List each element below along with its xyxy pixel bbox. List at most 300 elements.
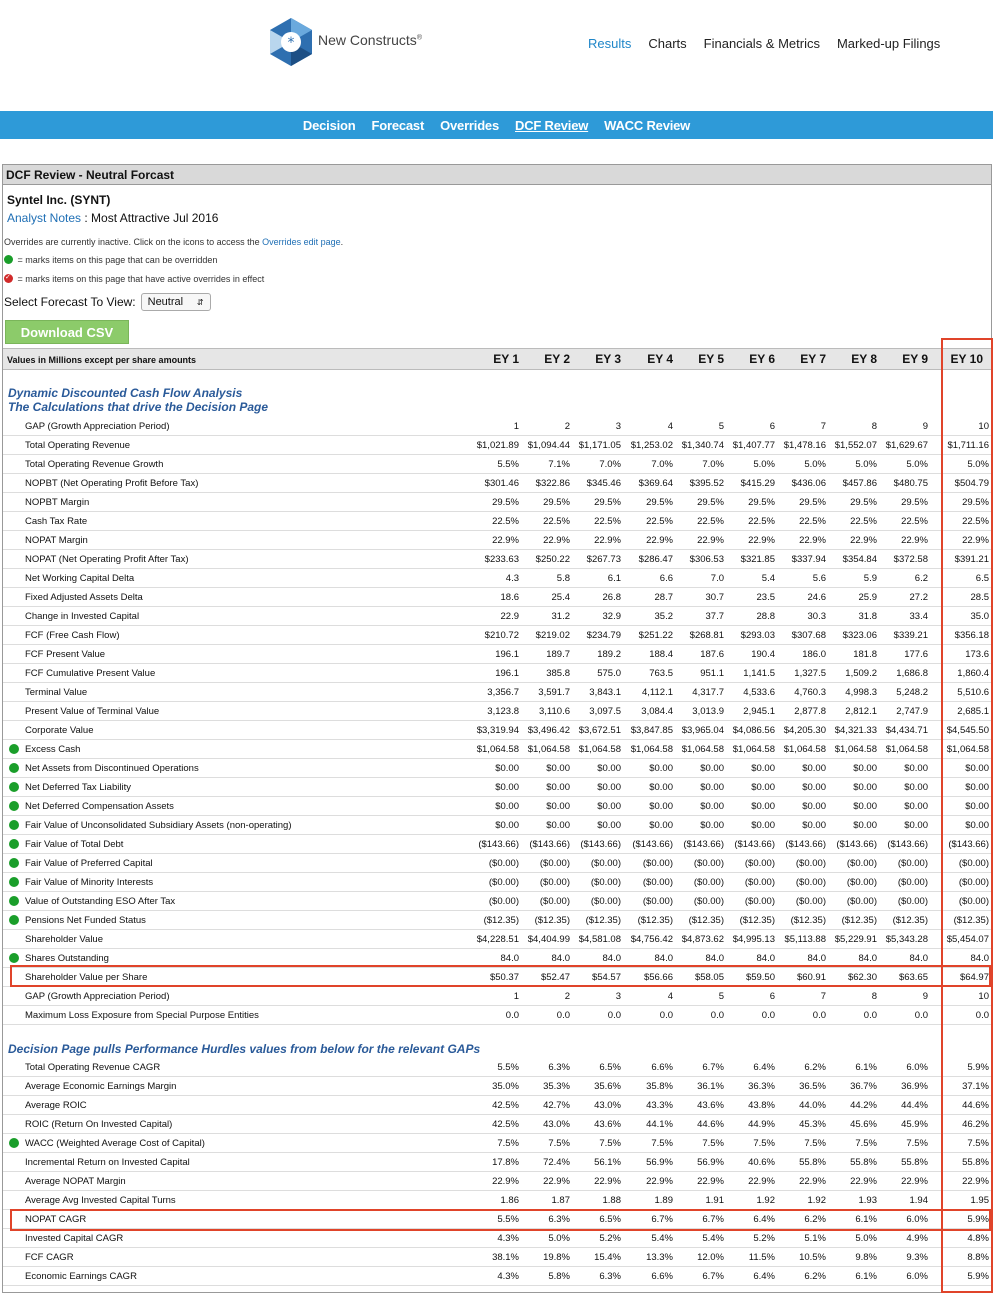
cell-ey8: 5.9 (863, 573, 877, 584)
cell-ey10: 22.5% (962, 516, 989, 527)
cell-ey8: ($143.66) (836, 839, 877, 850)
table-row (3, 1006, 991, 1025)
cell-ey2: 3,591.7 (538, 687, 570, 698)
cell-ey2: ($0.00) (539, 896, 570, 907)
cell-ey3: 7.5% (599, 1138, 621, 1149)
cell-ey7: 1,327.5 (794, 668, 826, 679)
cell-ey2: 1.87 (551, 1195, 570, 1206)
cell-ey7: 7 (820, 991, 826, 1002)
override-dot-icon[interactable] (9, 801, 19, 811)
column-header-ey1: EY 1 (493, 352, 519, 366)
cell-ey8: 4,998.3 (845, 687, 877, 698)
cell-ey10: 46.2% (962, 1119, 989, 1130)
cell-ey2: $250.22 (535, 554, 570, 565)
cell-ey6: 43.8% (748, 1100, 775, 1111)
section-dcf-subtitle: The Calculations that drive the Decision Page (8, 400, 269, 414)
cell-ey5: 6.7% (702, 1271, 724, 1282)
table-row (3, 1058, 991, 1077)
cell-ey3: 22.9% (594, 535, 621, 546)
cell-ey9: 1,686.8 (896, 668, 928, 679)
table-row (3, 531, 991, 550)
column-header-ey9: EY 9 (902, 352, 928, 366)
top-header (0, 0, 993, 110)
table-row (3, 417, 991, 436)
cell-ey3: 22.9% (594, 1176, 621, 1187)
row-label: Total Operating Revenue Growth (25, 459, 164, 470)
row-label: ROIC (Return On Invested Capital) (25, 1119, 173, 1130)
cell-ey2: $0.00 (546, 763, 570, 774)
cell-ey3: ($0.00) (590, 896, 621, 907)
tab-wacc-review[interactable]: WACC Review (604, 117, 691, 133)
cell-ey2: $0.00 (546, 801, 570, 812)
cell-ey6: 40.6% (748, 1157, 775, 1168)
legend-active-override (4, 274, 264, 284)
cell-ey7: ($143.66) (785, 839, 826, 850)
cell-ey10: 4.8% (967, 1233, 989, 1244)
override-dot-icon[interactable] (9, 744, 19, 754)
cell-ey4: 7.0% (651, 459, 673, 470)
row-label: Average Economic Earnings Margin (25, 1081, 177, 1092)
cell-ey6: 4,533.6 (743, 687, 775, 698)
cell-ey2: $4,404.99 (527, 934, 570, 945)
cell-ey2: 3,110.6 (539, 706, 570, 717)
cell-ey10: $391.21 (954, 554, 989, 565)
cell-ey8: 29.5% (850, 497, 877, 508)
cell-ey9: 9.3% (906, 1252, 928, 1263)
tab-decision[interactable]: Decision (302, 117, 356, 133)
row-label: GAP (Growth Appreciation Period) (25, 421, 170, 432)
cell-ey5: 22.9% (697, 1176, 724, 1187)
cell-ey2: 72.4% (543, 1157, 570, 1168)
cell-ey1: 4.3 (505, 573, 519, 584)
cell-ey10: 6.5 (975, 573, 989, 584)
row-label: Fair Value of Unconsolidated Subsidiary Assets (non-operating) (25, 820, 292, 831)
overrides-status-text: Overrides are currently inactive. Click on the icons to access the (4, 237, 263, 247)
cell-ey3: 15.4% (594, 1252, 621, 1263)
cell-ey6: 0.0 (761, 1010, 775, 1021)
cell-ey9: 36.9% (901, 1081, 928, 1092)
cell-ey8: 2,812.1 (845, 706, 877, 717)
cell-ey2: 84.0 (551, 953, 570, 964)
cell-ey7: $337.94 (791, 554, 826, 565)
cell-ey10: 1,860.4 (957, 668, 989, 679)
cell-ey6: 6.4% (753, 1271, 775, 1282)
cell-ey9: 6.0% (906, 1271, 928, 1282)
cell-ey9: $0.00 (904, 801, 928, 812)
cell-ey7: 186.0 (802, 649, 826, 660)
cell-ey7: 6.2% (804, 1271, 826, 1282)
cell-ey9: 45.9% (901, 1119, 928, 1130)
cell-ey3: 3,843.1 (589, 687, 621, 698)
tab-dcf-review[interactable]: DCF Review (515, 117, 589, 133)
cell-ey7: 45.3% (799, 1119, 826, 1130)
cell-ey10: ($12.35) (953, 915, 989, 926)
cell-ey8: ($0.00) (846, 858, 877, 869)
analyst-notes-link[interactable]: Analyst Notes (7, 211, 82, 225)
cell-ey2: $0.00 (546, 782, 570, 793)
nav-link-financials-metrics[interactable]: Financials & Metrics (703, 36, 820, 51)
cell-ey8: $457.86 (842, 478, 877, 489)
cell-ey2: 7.5% (548, 1138, 570, 1149)
row-label: Net Working Capital Delta (25, 573, 135, 584)
row-label: WACC (Weighted Average Cost of Capital) (25, 1138, 205, 1149)
overrides-edit-link[interactable]: Overrides edit page (262, 237, 341, 247)
cell-ey7: 5.6 (812, 573, 826, 584)
table-row (3, 987, 991, 1006)
row-label: NOPBT Margin (25, 497, 90, 508)
cell-ey9: $372.58 (893, 554, 928, 565)
cell-ey4: 3,084.4 (641, 706, 673, 717)
table-row (3, 512, 991, 531)
row-label: Pensions Net Funded Status (25, 915, 146, 926)
cell-ey5: 951.1 (700, 668, 724, 679)
row-label: NOPBT (Net Operating Profit Before Tax) (25, 478, 199, 489)
company-name: Syntel Inc. (SYNT) (7, 193, 111, 207)
cell-ey10: 84.0 (970, 953, 989, 964)
cell-ey6: 7.5% (753, 1138, 775, 1149)
row-label: Cash Tax Rate (25, 516, 88, 527)
cell-ey4: 35.8% (646, 1081, 673, 1092)
row-label: Net Assets from Discontinued Operations (25, 763, 199, 774)
nav-link-charts[interactable]: Charts (648, 36, 687, 51)
cell-ey1: 22.9 (500, 611, 519, 622)
cell-ey5: 7.5% (702, 1138, 724, 1149)
cell-ey1: $0.00 (495, 763, 519, 774)
cell-ey10: 2,685.1 (957, 706, 989, 717)
cell-ey8: $323.06 (842, 630, 877, 641)
cell-ey9: $1,629.67 (885, 440, 928, 451)
override-dot-icon[interactable] (9, 896, 19, 906)
cell-ey9: 6.0% (906, 1062, 928, 1073)
cell-ey4: $286.47 (638, 554, 673, 565)
cell-ey9: $480.75 (893, 478, 928, 489)
tab-forecast[interactable]: Forecast (371, 117, 425, 133)
cell-ey6: $4,086.56 (732, 725, 775, 736)
updown-arrow-icon: ⇵ (196, 297, 204, 307)
cell-ey5: 5 (718, 991, 724, 1002)
cell-ey6: ($143.66) (734, 839, 775, 850)
cell-ey6: 6.4% (753, 1214, 775, 1225)
cell-ey9: 9 (922, 991, 928, 1002)
cell-ey9: 7.5% (906, 1138, 928, 1149)
table-row (3, 550, 991, 569)
row-label: Net Deferred Tax Liability (25, 782, 131, 793)
cell-ey8: 22.9% (850, 535, 877, 546)
cell-ey8: 9.8% (855, 1252, 877, 1263)
cell-ey6: 22.5% (748, 516, 775, 527)
cell-ey4: 0.0 (659, 1010, 673, 1021)
override-dot-icon[interactable] (9, 858, 19, 868)
override-dot-icon[interactable] (9, 1138, 19, 1148)
cell-ey3: 22.5% (594, 516, 621, 527)
cell-ey3: 5.2% (599, 1233, 621, 1244)
cell-ey5: $1,340.74 (681, 440, 724, 451)
cell-ey1: 196.1 (495, 649, 519, 660)
cell-ey5: 3,013.9 (692, 706, 724, 717)
override-dot-icon[interactable] (9, 915, 19, 925)
cell-ey10: 8.8% (967, 1252, 989, 1263)
row-label: Average Avg Invested Capital Turns (25, 1195, 176, 1206)
cell-ey6: 28.8 (756, 611, 775, 622)
cell-ey2: ($0.00) (539, 877, 570, 888)
row-label: Fixed Adjusted Assets Delta (25, 592, 143, 603)
cell-ey2: 42.7% (543, 1100, 570, 1111)
cell-ey6: $0.00 (751, 801, 775, 812)
cell-ey5: $3,965.04 (681, 725, 724, 736)
cell-ey8: 6.1% (855, 1062, 877, 1073)
cell-ey4: 84.0 (654, 953, 673, 964)
cell-ey4: $0.00 (649, 782, 673, 793)
override-dot-icon[interactable] (9, 782, 19, 792)
cell-ey3: 189.2 (597, 649, 621, 660)
cell-ey5: ($143.66) (683, 839, 724, 850)
nav-link-marked-up-filings[interactable]: Marked-up Filings (836, 36, 941, 51)
cell-ey10: ($143.66) (948, 839, 989, 850)
cell-ey7: 1.92 (807, 1195, 826, 1206)
table-row (3, 1248, 991, 1267)
cell-ey7: ($0.00) (795, 896, 826, 907)
cell-ey2: $322.86 (535, 478, 570, 489)
cell-ey5: 36.1% (697, 1081, 724, 1092)
cell-ey7: 5.0% (804, 459, 826, 470)
cell-ey5: $1,064.58 (681, 744, 724, 755)
nav-link-results[interactable]: Results (588, 36, 632, 51)
cell-ey2: 2 (564, 421, 570, 432)
cell-ey8: 0.0 (863, 1010, 877, 1021)
cell-ey10: 28.5 (970, 592, 989, 603)
forecast-select[interactable] (141, 293, 211, 311)
table-row (3, 436, 991, 455)
table-row (3, 854, 991, 873)
table-row (3, 1077, 991, 1096)
cell-ey4: 22.9% (646, 1176, 673, 1187)
cell-ey1: 5.5% (497, 1062, 519, 1073)
cell-ey4: 28.7 (654, 592, 673, 603)
cell-ey1: 3,123.8 (487, 706, 519, 717)
table-row (3, 493, 991, 512)
table-row (3, 778, 991, 797)
hexagon-logo-icon (268, 16, 314, 68)
cell-ey4: ($143.66) (632, 839, 673, 850)
cell-ey4: 29.5% (646, 497, 673, 508)
cell-ey6: 6 (769, 991, 775, 1002)
cell-ey3: $1,064.58 (578, 744, 621, 755)
cell-ey3: 35.6% (594, 1081, 621, 1092)
cell-ey7: 4,760.3 (794, 687, 826, 698)
cell-ey1: $210.72 (484, 630, 519, 641)
cell-ey10: 5.9% (967, 1062, 989, 1073)
cell-ey6: ($12.35) (739, 915, 775, 926)
cell-ey5: ($0.00) (693, 858, 724, 869)
cell-ey4: $251.22 (638, 630, 673, 641)
row-label: NOPAT CAGR (25, 1214, 87, 1225)
cell-ey10: $5,454.07 (946, 934, 989, 945)
cell-ey2: $3,496.42 (527, 725, 570, 736)
cell-ey6: $0.00 (751, 820, 775, 831)
cell-ey1: 22.9% (492, 535, 519, 546)
cell-ey6: ($0.00) (744, 877, 775, 888)
cell-ey4: $0.00 (649, 820, 673, 831)
row-label: Fair Value of Preferred Capital (25, 858, 153, 869)
cell-ey4: 4,112.1 (642, 687, 673, 698)
cell-ey7: $0.00 (802, 801, 826, 812)
cell-ey10: $4,545.50 (946, 725, 989, 736)
cell-ey2: $219.02 (535, 630, 570, 641)
cell-ey6: ($0.00) (744, 858, 775, 869)
column-header-ey3: EY 3 (595, 352, 621, 366)
overrides-status-end: . (340, 237, 344, 247)
cell-ey10: 10 (978, 991, 989, 1002)
cell-ey1: 38.1% (492, 1252, 519, 1263)
cell-ey4: 7.5% (651, 1138, 673, 1149)
row-label: Shares Outstanding (25, 953, 109, 964)
cell-ey6: $0.00 (751, 763, 775, 774)
cell-ey7: 7 (820, 421, 826, 432)
cell-ey5: 5.4% (702, 1233, 724, 1244)
cell-ey1: 29.5% (492, 497, 519, 508)
cell-ey9: $0.00 (904, 820, 928, 831)
tab-overrides[interactable]: Overrides (440, 117, 499, 133)
cell-ey3: 6.1 (607, 573, 621, 584)
cell-ey5: 29.5% (697, 497, 724, 508)
table-row (3, 702, 991, 721)
override-dot-icon[interactable] (9, 839, 19, 849)
row-label: Average NOPAT Margin (25, 1176, 126, 1187)
cell-ey3: $345.46 (586, 478, 621, 489)
cell-ey8: 1.93 (858, 1195, 877, 1206)
cell-ey8: 55.8% (850, 1157, 877, 1168)
cell-ey5: 44.6% (697, 1119, 724, 1130)
sub-navigation (0, 111, 993, 139)
cell-ey9: 84.0 (909, 953, 928, 964)
cell-ey8: 5.0% (855, 459, 877, 470)
cell-ey8: $1,552.07 (834, 440, 877, 451)
cell-ey1: 0.0 (505, 1010, 519, 1021)
cell-ey8: ($12.35) (841, 915, 877, 926)
cell-ey5: $306.53 (689, 554, 724, 565)
cell-ey3: 29.5% (594, 497, 621, 508)
column-header-ey4: EY 4 (647, 352, 673, 366)
override-dot-icon[interactable] (9, 820, 19, 830)
cell-ey7: 5.1% (804, 1233, 826, 1244)
cell-ey6: 11.5% (748, 1252, 775, 1263)
row-label: Change in Invested Capital (25, 611, 140, 622)
cell-ey5: 6.7% (702, 1214, 724, 1225)
cell-ey10: $0.00 (965, 782, 989, 793)
cell-ey4: 6.7% (651, 1214, 673, 1225)
cell-ey9: 22.9% (901, 535, 928, 546)
section-hurdles-title: Decision Page pulls Performance Hurdles values from below for the relevant GAPs (8, 1042, 481, 1056)
cell-ey4: 4 (667, 421, 673, 432)
cell-ey9: 27.2 (909, 592, 928, 603)
cell-ey9: 5,248.2 (896, 687, 928, 698)
cell-ey8: 44.2% (850, 1100, 877, 1111)
cell-ey4: ($0.00) (642, 896, 673, 907)
cell-ey6: 5.2% (753, 1233, 775, 1244)
table-row (3, 759, 991, 778)
brand-name: New Constructs® (318, 32, 422, 48)
cell-ey10: 5,510.6 (957, 687, 989, 698)
column-header-ey8: EY 8 (851, 352, 877, 366)
column-header-ey2: EY 2 (544, 352, 570, 366)
cell-ey4: ($12.35) (637, 915, 673, 926)
cell-ey2: 6.3% (548, 1214, 570, 1225)
cell-ey3: 1.88 (602, 1195, 621, 1206)
override-dot-icon[interactable] (9, 763, 19, 773)
cell-ey2: ($12.35) (534, 915, 570, 926)
cell-ey5: 0.0 (710, 1010, 724, 1021)
cell-ey7: 24.6 (807, 592, 826, 603)
cell-ey8: ($0.00) (846, 896, 877, 907)
table-row (3, 626, 991, 645)
cell-ey8: $62.30 (847, 972, 877, 983)
cell-ey10: $0.00 (965, 763, 989, 774)
cell-ey4: $1,253.02 (630, 440, 673, 451)
brand-logo[interactable] (268, 16, 422, 68)
table-row (3, 607, 991, 626)
cell-ey2: $1,064.58 (527, 744, 570, 755)
cell-ey4: $56.66 (643, 972, 673, 983)
cell-ey6: 5.0% (753, 459, 775, 470)
cell-ey5: ($12.35) (688, 915, 724, 926)
cell-ey3: $234.79 (586, 630, 621, 641)
cell-ey2: 385.8 (546, 668, 570, 679)
cell-ey8: $0.00 (853, 782, 877, 793)
cell-ey4: ($0.00) (642, 877, 673, 888)
cell-ey2: 5.8% (548, 1271, 570, 1282)
row-label: Average ROIC (25, 1100, 87, 1111)
ey10-highlight-box (941, 338, 993, 1293)
override-dot-icon[interactable] (9, 953, 19, 963)
cell-ey7: 6.2% (804, 1214, 826, 1225)
cell-ey8: $5,229.91 (834, 934, 877, 945)
cell-ey7: $307.68 (791, 630, 826, 641)
cell-ey2: ($0.00) (539, 858, 570, 869)
cell-ey1: 1.86 (500, 1195, 519, 1206)
table-row (3, 1096, 991, 1115)
cell-ey1: 35.0% (492, 1081, 519, 1092)
row-label: FCF (Free Cash Flow) (25, 630, 120, 641)
cell-ey1: 5.5% (497, 1214, 519, 1225)
cell-ey8: 36.7% (850, 1081, 877, 1092)
cell-ey9: $5,343.28 (885, 934, 928, 945)
cell-ey1: 3,356.7 (487, 687, 519, 698)
cell-ey8: 25.9 (858, 592, 877, 603)
cell-ey3: $0.00 (597, 782, 621, 793)
cell-ey4: $0.00 (649, 763, 673, 774)
cell-ey4: 6.6% (651, 1062, 673, 1073)
analyst-notes-text: : Most Attractive Jul 2016 (81, 211, 219, 225)
cell-ey1: ($0.00) (488, 877, 519, 888)
cell-ey9: $4,434.71 (885, 725, 928, 736)
cell-ey2: $0.00 (546, 820, 570, 831)
cell-ey10: ($0.00) (958, 877, 989, 888)
cell-ey4: ($0.00) (642, 858, 673, 869)
cell-ey6: 1.92 (756, 1195, 775, 1206)
column-header-ey5: EY 5 (698, 352, 724, 366)
row-label: FCF Cumulative Present Value (25, 668, 156, 679)
cell-ey7: $5,113.88 (784, 934, 826, 945)
cell-ey10: $64.97 (959, 972, 989, 983)
cell-ey7: 7.5% (804, 1138, 826, 1149)
download-csv-button[interactable]: Download CSV (5, 320, 129, 344)
table-row (3, 740, 991, 759)
cell-ey1: $4,228.51 (476, 934, 519, 945)
override-dot-icon[interactable] (9, 877, 19, 887)
cell-ey3: 43.0% (594, 1100, 621, 1111)
units-label: Values in Millions except per share amounts (7, 355, 197, 365)
cell-ey8: $0.00 (853, 801, 877, 812)
